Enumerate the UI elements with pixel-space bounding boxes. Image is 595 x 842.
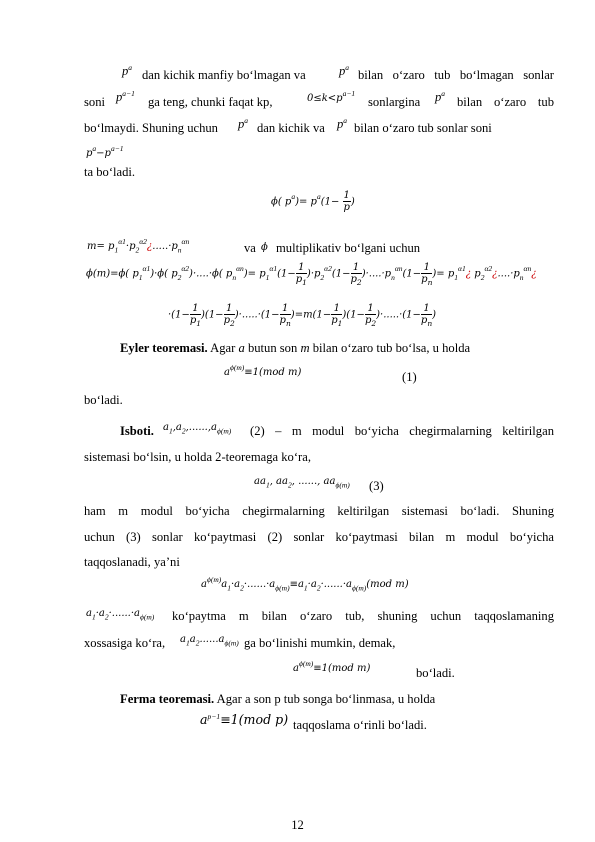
text-line: bilan o‘zaro tub bo‘lmagan sonlar <box>358 68 554 82</box>
formula-factorization: $m= p_1^{\alpha 1}\cdot p_2^{\alpha 2}¿.....\cdot p_n^{\alpha n}$ <box>87 236 190 255</box>
text-line: ga teng, chunki faqat kp, <box>148 95 273 109</box>
formula-product-inline: $a_1a_2......a_{\phi(m)}$ <box>180 634 239 648</box>
formula-fermat: $a^{p-1}\equiv 1(mod$ p) <box>200 711 289 727</box>
formula-product-congruence: $a^{\phi(m)}a_1\cdot a_2\cdot......\cdot a_{\phi(m)}\equiv a_1\cdot a_2\cdot......\cdot a_{\phi(m)}(mod$ m) <box>201 574 409 593</box>
text-line: dan kichik manfiy bo‘lmagan va <box>142 68 306 82</box>
equation-label-1: (1) <box>402 370 417 384</box>
euler-theorem-line: Eyler teoremasi. Agar a butun son m bilan o‘zaro tub bo‘lsa, u holda <box>120 341 471 355</box>
text-line: taqqoslanadi, ya’ni <box>84 555 180 569</box>
fermat-theorem-line: Ferma teoremasi. Agar a son p tub songa bo‘linmasa, u holda <box>120 692 436 706</box>
text-line: va <box>244 241 256 255</box>
text-line: ko‘paytma m bilan o‘zaro tub, shuning uchun taqqoslamaning <box>172 609 554 623</box>
text-line: bo‘ladi. <box>84 393 123 407</box>
formula-inequality: $0\le k<p^{a-1}$ <box>307 88 356 104</box>
text-line: (2) – m modul bo‘yicha chegirmalarning keltirilgan <box>250 424 554 438</box>
text-line: xossasiga ko‘ra, <box>84 636 166 650</box>
formula-residue-system: $a_1,a_2,......,a_{\phi(m)}$ <box>163 422 232 436</box>
formula-phi-product: ϕ(m)=ϕ( $p_1^{\alpha 1})\cdot\phi$( $p_2^{\alpha 2})\cdot....\cdot\phi$( $p_n^{\alpha n})= p_1^{\alpha 1}(1-$ $\frac{1}{p_1}$ )$\cdot p_2^{\alpha 2}(1-$ $\frac{1}{p_2}$ )$\cdot....\cdot p_n^{\alpha n}(1-$ $\frac{1}{p_n}$ )= $p_1^{\alpha 1}¿$ $p_2^{\alpha 2}¿....\cdot p_n^{\alpha n}¿$ <box>86 262 537 287</box>
text-line: ta bo‘ladi. <box>84 165 136 179</box>
text-line: sistemasi bo‘lsin, u holda 2-teoremaga ko‘ra, <box>84 450 311 464</box>
text-line: bo‘lmaydi. Shuning uchun <box>84 121 218 135</box>
text-line: ga bo‘linishi mumkin, demak, <box>244 636 396 650</box>
text-line: bilan o‘zaro tub <box>457 95 554 109</box>
equation-label-3: (3) <box>369 479 384 493</box>
formula-residue-system-a: $aa_1$, $aa_2$, ......, $aa_{\phi(m)}$ <box>254 476 350 490</box>
page-number: 12 <box>291 818 304 832</box>
formula-p-alpha: $p^a$ <box>435 88 446 104</box>
formula-euler: $a^{\phi(m)}\equiv 1(mod$ m) <box>224 362 302 378</box>
formula-p-alpha-minus-1: $p^{a-1}$ <box>116 88 135 104</box>
text-line: uchun (3) sonlar ko‘paytmasi (2) sonlar ko‘paytmasi bilan m modul bo‘yicha <box>84 530 554 544</box>
text-line: ham m modul bo‘yicha chegirmalarning keltirilgan sistemasi bo‘ladi. Shuning <box>84 504 554 518</box>
text-line: dan kichik va <box>257 121 325 135</box>
text-line: taqqoslama o‘rinli bo‘ladi. <box>293 718 427 732</box>
formula-phi-prime-power: ϕ( $p^a)= p^a(1-$ $\frac{1}{p}$ ) <box>271 190 355 213</box>
formula-euler-result: $a^{\phi(m)}\equiv 1(mod$ m) <box>293 658 371 674</box>
fermat-theorem-title: Ferma teoremasi. <box>120 692 215 706</box>
text-line: soni <box>84 95 105 109</box>
formula-p-alpha: $p^a$ <box>238 115 249 131</box>
formula-p-alpha: $p^a$ <box>337 115 348 131</box>
text-line: bo‘ladi. <box>416 666 455 680</box>
formula-product: $a_1\cdot a_2\cdot......\cdot a_{\phi(m)}$ <box>86 608 155 622</box>
text-line: multiplikativ bo‘lgani uchun <box>276 241 421 255</box>
text-line: sonlarginа <box>368 95 421 109</box>
formula-p-alpha: $p^a$ <box>339 62 350 78</box>
euler-theorem-title: Eyler teoremasi. <box>120 341 208 355</box>
proof-title: Isboti. <box>120 424 154 438</box>
formula-p-alpha: $p^a$ <box>122 62 133 78</box>
text-line: bilan o‘zaro tub sonlar soni <box>354 121 492 135</box>
formula-difference: $p^a-p^{a-1}$ <box>86 143 124 159</box>
phi-symbol: ϕ <box>261 242 268 253</box>
formula-phi-product-cont: ·(1− $\frac{1}{p_1}$ )(1− $\frac{1}{p_2}$ )·.....·(1− $\frac{1}{p_n}$ )=m(1− $\frac{1}{p_1}$ )(1− $\frac{1}{p_2}$ )·.....·(1− $\frac{1}{p_n}$ ) <box>168 303 437 328</box>
